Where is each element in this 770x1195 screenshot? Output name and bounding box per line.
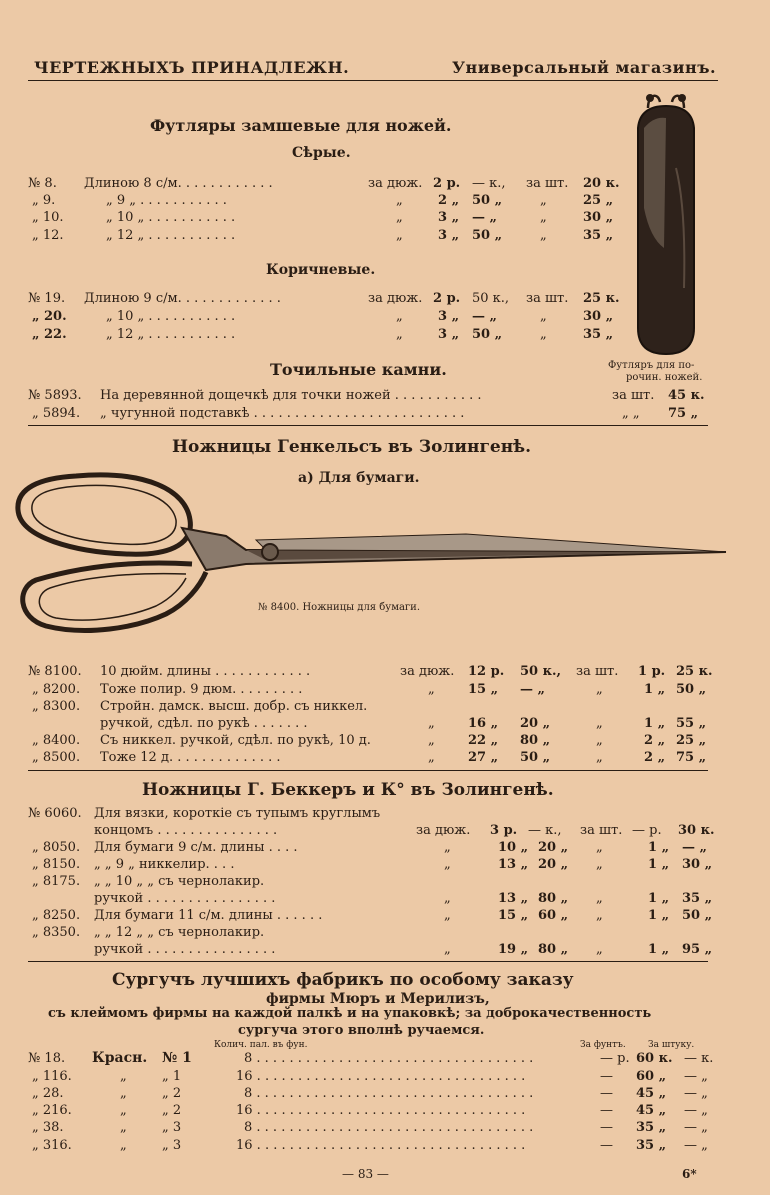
sealing-wax-note: съ клеймомъ фирмы на каждой палкѣ и на упаковкѣ; за доброкачественность [48, 1006, 652, 1021]
knife-case-illustration [620, 88, 710, 360]
knife-case-caption-2: рочин. ножей. [626, 372, 703, 383]
section-title-henckels: Ножницы Генкельсъ въ Золингенѣ. [172, 437, 532, 457]
subtitle-brown: Коричневые. [266, 262, 376, 278]
section-rule [28, 425, 708, 426]
subtitle-paper: а) Для бумаги. [298, 470, 420, 486]
signature-mark: 6* [682, 1167, 697, 1181]
column-header-per-piece: За штуку. [648, 1040, 695, 1050]
section-title-becker: Ножницы Г. Беккеръ и К° въ Золингенѣ. [142, 780, 554, 800]
section-title-knife-cases: Футляры замшевые для ножей. [150, 116, 452, 135]
scissors-illustration [6, 468, 730, 648]
section-title-sealing-wax: Сургучъ лучшихъ фабрикъ по особому заказу [112, 970, 574, 990]
header-left: ЧЕРТЕЖНЫХЪ ПРИНАДЛЕЖН. [34, 58, 350, 77]
sealing-wax-guarantee: сургуча этого вполнѣ ручаемся. [238, 1023, 485, 1038]
catalog-page: ЧЕРТЕЖНЫХЪ ПРИНАДЛЕЖН. Универсальный магазинъ. Футляры замшевые для ножей. Сѣрые. № 8. Длиною 8 с/м. . . . . . . . . . . . за дюж. 2 р. — к., за шт. 20 к. „ 9. „ 9 „ . . . . . . . . . . . „ 2 „ 50 „ „ 25 „ „ 10. „ 10 „ . . . . . . . . . . . „ 3 „ — „ „ 30 „ „ 12. „ 12 „ . . . . . . . . . . . „ 3 „ 50 „ „ 35 „ Коричневые. № 19. Длиною 9 с/м. . . . . . . . . . . . . за дюж. 2 р. 50 к., за шт. 25 к. „ 20. „ 10 „ . . . . . . . . . . . „ 3 „ — „ „ 30 „ „ 22. „ 12 „ . . . . . . . . . . . „ 3 „ 50 „ „ 35 „ Футляръ для по- рочин. ножей. Точильные камни. № 5893. На деревянной дощечкѣ для точки ножей . . . . . . . . . . . за шт. 45 к. „ 5894. „ чугунной подставкѣ . . . . . . . . . . . . . . . . . . . . . . . . . . „ „ 75 „ Ножницы Генкельсъ въ Золингенѣ. а) Для бумаги. № 8400. Ножницы для бумаги. № 8100. 10 дюйм. длины . . . . . . . . . . . . за дюж. 12 р. 50 к., за шт. 1 р. 25 к. „ 8200. Тоже полир. 9 дюм. . . . . . . . . „ 15 „ — „ „ 1 „ 50 „ „ 8300. Стройн. дамск. высш. добр. съ никкел. ручкой, сдѣл. по рукѣ . . . . . . . „ 16 „ 20 „ „ 1 „ 55 „ „ 8400. Съ никкел. ручкой, сдѣл. по рукѣ, 10 д. „ 22 „ 80 „ „ 2 „ 25 „ „ 8500. Тоже 12 д. . . . . . . . . . . . . . „ 27 „ 50 „ „ 2 „ 75 „ Ножницы Г. Беккеръ и К° въ Золингенѣ. № 6060. Для вязки, короткіе съ тупымъ круглымъ концомъ . . . . . . . . . . . . . . . за дюж. 3 р. — к., за шт. — р. 30 к. „ 8050. Для бумаги 9 с/м. длины . . . . „ 10 „ 20 „ „ 1 „ — „ „ 8150. „ „ 9 „ никкелир. . . . „ 13 „ 20 „ „ 1 „ 30 „ „ 8175. „ „ 10 „ „ съ чернолакир. ручкой . . . . . . . . . . . . . . . . „ 13 „ 80 „ „ 1 „ 35 „ „ 8250. Для бумаги 11 с/м. длины . . . . . . „ 15 „ 60 „ „ 1 „ 50 „ „ 8350. „ „ 12 „ „ съ чернолакир. ручкой . . . . . . . . . . . . . . . . „ 19 „ 80 „ „ 1 „ 95 „ Сургучъ лучшихъ фабрикъ по особому заказу фирмы Мюръ и Мерилизъ, съ клеймомъ фирмы на каждой палкѣ и на упаковкѣ; за доброкачественность сургуча этого вполнѣ ручаемся. Колич. пал. въ фун. За фунтъ. За штуку. № 18. Красн. № 1 8 . . . . . . . . . . . . . . . . . . . . . . . . . . . . . . . . . . — р. 60 к. — к. „ 116. „ „ 1 16 . . . . . . . . . . . . . . . . . . . . . . . . . . . . . . . . . — 60 „ — „ „ 28. „ „ 2 8 . . . . . . . . . . . . . . . . . . . . . . . . . . . . . . . . . . — 45 „ — „ „ 216. „ „ 2 16 . . . . . . . . . . . . . . . . . . . . . . . . . . . . . . . . . — 45 „ — „ „ 38. „ „ 3 8 . . . . . . . . . . . . . . . . . . . . . . . . . . . . . . . . . . — 35 „ — „ „ 316. „ „ 3 16 . . . . . . . . . . . . . . . . . . . . . . . . . . . . . . . . . — 35 „ — „ — 83 — 6* [0, 0, 770, 1195]
page-number: — 83 — [342, 1167, 389, 1181]
header-rule [28, 80, 718, 81]
scissors-caption: № 8400. Ножницы для бумаги. [258, 602, 421, 613]
section-rule [28, 961, 708, 962]
column-header-per-pound: За фунтъ. [580, 1040, 626, 1050]
subtitle-grey: Сѣрые. [292, 145, 351, 161]
section-title-sharpening-stones: Точильные камни. [270, 360, 447, 379]
header-right: Универсальный магазинъ. [452, 58, 717, 77]
column-header-quantity: Колич. пал. въ фун. [214, 1040, 308, 1050]
sealing-wax-firm: фирмы Мюръ и Мерилизъ, [266, 991, 490, 1007]
knife-case-caption-1: Футляръ для по- [608, 360, 695, 371]
section-rule [28, 770, 708, 771]
